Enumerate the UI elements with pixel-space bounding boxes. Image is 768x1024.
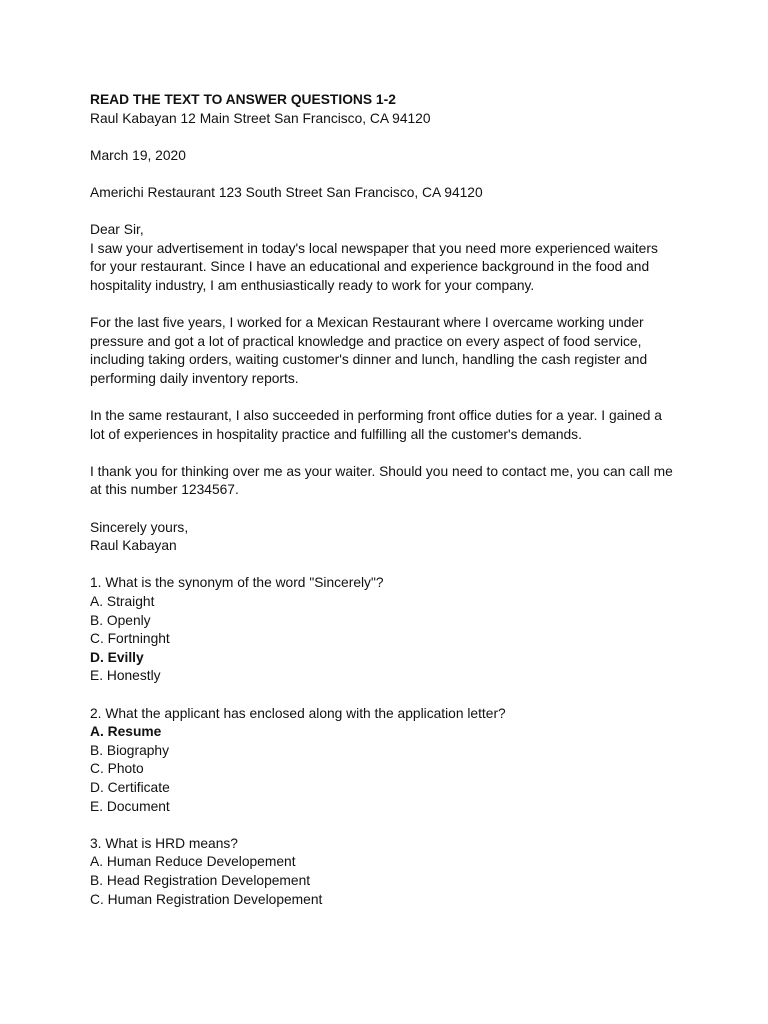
spacer [90,556,690,575]
spacer [90,500,690,519]
spacer [90,816,690,835]
spacer [90,686,690,705]
paragraph-line: hospitality industry, I am enthusiastically ready to work for your company. [90,277,535,293]
paragraph-line: For the last five years, I worked for a Mexican Restaurant where I overcame working under [90,315,644,331]
salutation: Dear Sir, [90,222,144,238]
question-text: 1. What is the synonym of the word "Sincerely"? [90,575,384,591]
paragraph-line: In the same restaurant, I also succeeded in performing front office duties for a year. I gained a [90,408,662,424]
paragraph-line: I thank you for thinking over me as your waiter. Should you need to contact me, you can call me [90,463,673,479]
paragraph-line: lot of experiences in hospitality practice and fulfilling all the customer's demands. [90,426,582,442]
signature-name: Raul Kabayan [90,538,177,554]
answer-option: C. Photo [90,761,144,777]
body-paragraph-1 [90,240,690,296]
answer-option: C. Human Registration Developement [90,891,323,907]
spacer [90,165,690,184]
sender-address: Raul Kabayan 12 Main Street San Francisco, CA 94120 [90,110,431,126]
recipient-address: Americhi Restaurant 123 South Street San Francisco, CA 94120 [90,184,483,200]
answer-option-correct: D. Evilly [90,649,144,665]
question-text: 2. What the applicant has enclosed along with the application letter? [90,705,506,721]
spacer [90,444,690,463]
answer-option: B. Biography [90,742,169,758]
question-3 [90,835,690,909]
paragraph-line: including taking orders, waiting customer's dinner and lunch, handling the cash register and [90,352,648,368]
answer-option: C. Fortninght [90,631,170,647]
spacer [90,203,690,222]
answer-option: A. Human Reduce Developement [90,854,296,870]
spacer [90,296,690,315]
answer-option: B. Openly [90,612,151,628]
letter-date: March 19, 2020 [90,147,186,163]
paragraph-line: for your restaurant. Since I have an educational and experience background in the food and [90,259,650,275]
answer-option: D. Certificate [90,779,170,795]
answer-option-correct: A. Resume [90,724,162,740]
answer-option: E. Document [90,798,170,814]
body-paragraph-3 [90,407,690,444]
answer-option: E. Honestly [90,668,161,684]
document-page [90,91,690,909]
paragraph-line: pressure and got a lot of practical knowledge and practice on every aspect of food service, [90,333,642,349]
spacer [90,389,690,408]
question-1 [90,574,690,686]
closing: Sincerely yours, [90,519,189,535]
question-text: 3. What is HRD means? [90,835,238,851]
spacer [90,128,690,147]
question-2 [90,705,690,817]
answer-option: B. Head Registration Developement [90,872,311,888]
paragraph-line: at this number 1234567. [90,482,239,498]
paragraph-line: I saw your advertisement in today's local newspaper that you need more experienced waiters [90,240,658,256]
body-paragraph-4 [90,463,690,500]
section-heading: READ THE TEXT TO ANSWER QUESTIONS 1-2 [90,92,396,107]
body-paragraph-2 [90,314,690,388]
paragraph-line: performing daily inventory reports. [90,370,299,386]
answer-option: A. Straight [90,594,155,610]
